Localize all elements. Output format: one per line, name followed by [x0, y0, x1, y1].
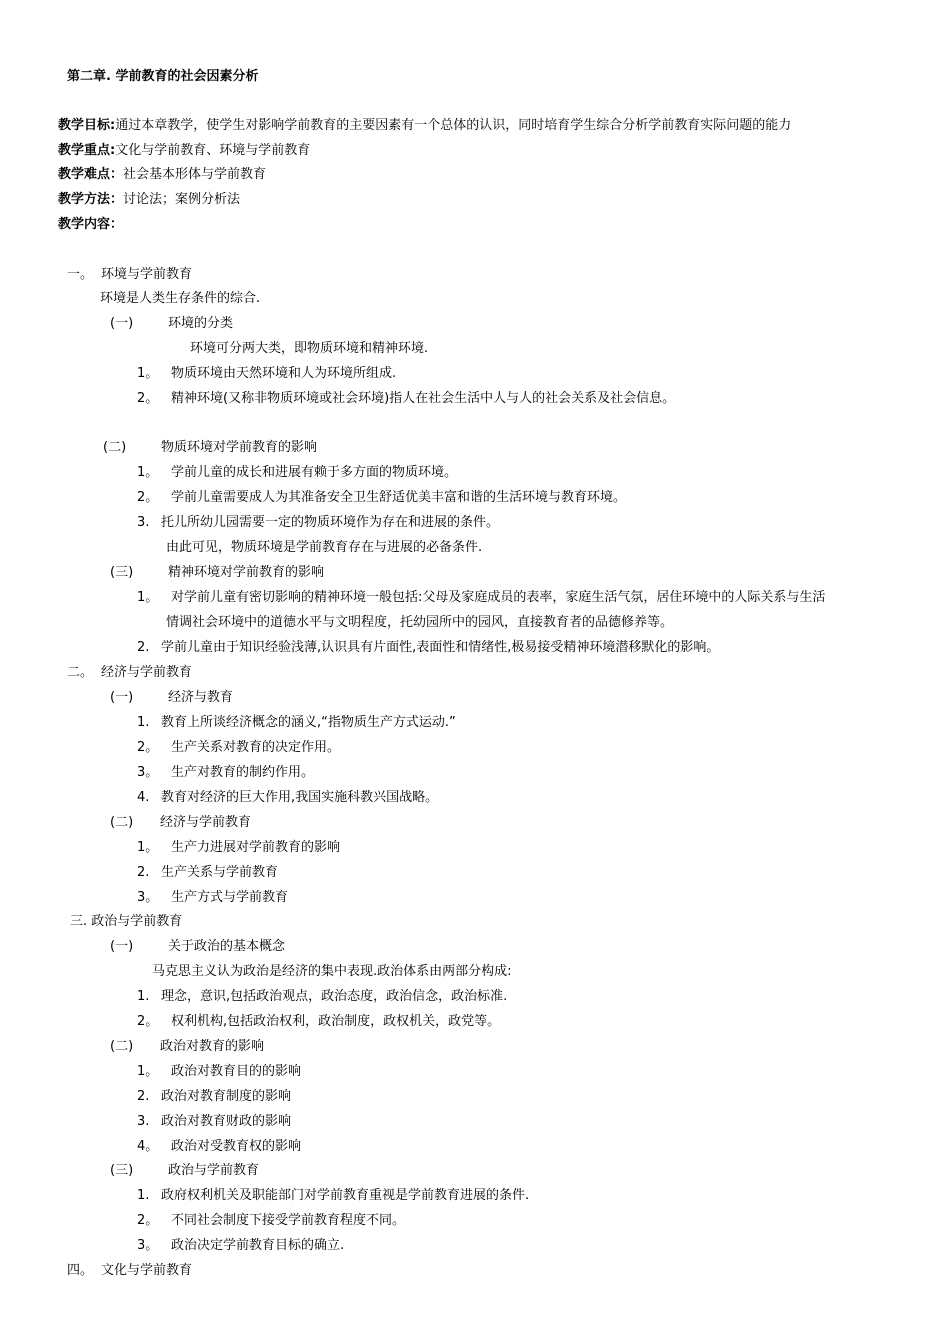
- section-1-number: 一。: [67, 267, 94, 282]
- list-text: 精神环境(又称非物质环境或社会环境)指人在社会生活中人与人的社会关系及社会信息。: [171, 391, 676, 406]
- list-text: 生产关系与学前教育: [161, 865, 279, 880]
- section-2-number: 二。: [67, 665, 94, 680]
- list-text: 政治对教育财政的影响: [161, 1114, 292, 1129]
- section-2a-heading: [110, 689, 233, 707]
- section-2a-title: 经济与教育: [168, 690, 234, 705]
- list-number: 2.: [137, 640, 150, 655]
- list-text: 物质环境由天然环境和人为环境所组成.: [171, 366, 397, 381]
- list-number: 3.: [137, 515, 150, 530]
- list-item: [137, 639, 719, 657]
- list-text: 政治决定学前教育目标的确立.: [171, 1238, 345, 1253]
- teaching-difficulty: [58, 166, 266, 184]
- section-4-heading: [67, 1262, 192, 1280]
- chapter-title: 第二章. 学前教育的社会因素分析: [67, 69, 259, 84]
- list-text: 政治对教育目的的影响: [171, 1064, 302, 1079]
- list-item: [137, 1063, 301, 1081]
- section-1a-number: (一): [110, 316, 134, 331]
- list-text: 托儿所幼儿园需要一定的物质环境作为存在和进展的条件。: [161, 515, 500, 530]
- list-text: 政府权利机关及职能部门对学前教育重视是学前教育进展的条件.: [161, 1188, 530, 1203]
- list-number: 3。: [137, 1238, 159, 1253]
- section-1b-title: 物质环境对学前教育的影响: [161, 440, 318, 455]
- focus-label: 教学重点:: [58, 143, 116, 158]
- section-3a-intro: 马克思主义认为政治是经济的集中表现.政治体系由两部分构成:: [152, 964, 512, 979]
- list-number: 4。: [137, 1139, 159, 1154]
- section-1b-number: (二): [103, 440, 127, 455]
- section-3c-title: 政治与学前教育: [168, 1163, 260, 1178]
- section-3a-number: (一): [110, 939, 134, 954]
- section-3a-title: 关于政治的基本概念: [168, 939, 286, 954]
- teaching-content-label: 教学内容：: [58, 217, 124, 232]
- section-2b-title: 经济与学前教育: [160, 815, 252, 830]
- list-item: [137, 589, 825, 607]
- list-item: [137, 489, 626, 507]
- section-2-title: 经济与学前教育: [101, 665, 193, 680]
- list-item: [137, 1013, 500, 1031]
- list-number: 1。: [137, 840, 159, 855]
- section-2a-number: (一): [110, 690, 134, 705]
- section-4-number: 四。: [67, 1263, 94, 1278]
- section-1-intro: 环境是人类生存条件的综合.: [100, 291, 261, 306]
- section-1a-heading: [110, 315, 233, 333]
- section-3b-heading: [110, 1038, 264, 1056]
- section-2b-number: (二): [110, 815, 134, 830]
- list-number: 3.: [137, 1114, 150, 1129]
- list-number: 2。: [137, 1014, 159, 1029]
- section-1c-number: (三): [110, 565, 134, 580]
- difficulty-label: 教学难点：: [58, 167, 124, 182]
- list-item: [137, 1113, 291, 1131]
- list-text: 教育上所谈经济概念的涵义,“指物质生产方式运动.”: [161, 715, 456, 730]
- section-3a-heading: [110, 938, 285, 956]
- section-1-title: 环境与学前教育: [101, 267, 193, 282]
- teaching-focus: [58, 142, 310, 160]
- list-number: 2.: [137, 1089, 150, 1104]
- list-item: [137, 1212, 405, 1230]
- list-number: 2。: [137, 391, 159, 406]
- section-3-heading: 三. 政治与学前教育: [70, 914, 183, 929]
- list-text: 学前儿童的成长和进展有赖于多方面的物质环境。: [171, 465, 458, 480]
- list-text: 生产方式与学前教育: [171, 890, 289, 905]
- list-text: 学前儿童需要成人为其准备安全卫生舒适优美丰富和谐的生活环境与教育环境。: [171, 490, 627, 505]
- section-2b-heading: [110, 814, 251, 832]
- list-text: 不同社会制度下接受学前教育程度不同。: [171, 1213, 406, 1228]
- list-item: [137, 714, 456, 732]
- section-3b-title: 政治对教育的影响: [160, 1039, 265, 1054]
- list-text: 理念，意识,包括政治观点，政治态度，政治信念，政治标准.: [161, 989, 508, 1004]
- list-item-continuation: 情调社会环境中的道德水平与文明程度，托幼园所中的园风，直接教育者的品德修养等。: [166, 615, 674, 630]
- section-1-heading: [67, 266, 192, 284]
- section-3b-number: (二): [110, 1039, 134, 1054]
- list-text: 生产力进展对学前教育的影响: [171, 840, 341, 855]
- goal-label: 教学目标:: [58, 118, 116, 133]
- list-item: [137, 839, 340, 857]
- list-number: 1.: [137, 715, 150, 730]
- section-1c-title: 精神环境对学前教育的影响: [168, 565, 325, 580]
- list-number: 1.: [137, 1188, 150, 1203]
- list-text: 权利机构,包括政治权利，政治制度，政权机关，政党等。: [171, 1014, 501, 1029]
- list-item: [137, 889, 288, 907]
- section-1a-title: 环境的分类: [168, 316, 234, 331]
- section-3c-number: (三): [110, 1163, 134, 1178]
- section-3c-heading: [110, 1162, 259, 1180]
- list-number: 3。: [137, 765, 159, 780]
- list-text: 教育对经济的巨大作用,我国实施科教兴国战略。: [161, 790, 439, 805]
- list-item: [137, 988, 507, 1006]
- list-text: 生产对教育的制约作用。: [171, 765, 315, 780]
- list-text: 对学前儿童有密切影响的精神环境一般包括:父母及家庭成员的表率，家庭生活气氛，居住环境中的人际关系与生活: [171, 590, 826, 605]
- difficulty-text: 社会基本形体与学前教育: [123, 167, 267, 182]
- list-number: 2.: [137, 865, 150, 880]
- list-text: 生产关系对教育的决定作用。: [171, 740, 341, 755]
- list-text: 政治对受教育权的影响: [171, 1139, 302, 1154]
- list-item: [137, 1237, 344, 1255]
- list-item: [137, 464, 457, 482]
- section-2-heading: [67, 664, 192, 682]
- teaching-goal: [58, 117, 791, 135]
- teaching-method: [58, 191, 240, 209]
- list-text: 学前儿童由于知识经验浅薄,认识具有片面性,表面性和情绪性,极易接受精神环境潜移默化的影响。: [161, 640, 720, 655]
- section-1a-intro: 环境可分两大类，即物质环境和精神环境.: [190, 341, 429, 356]
- list-item: [137, 864, 278, 882]
- list-number: 1。: [137, 366, 159, 381]
- goal-text: 通过本章教学，使学生对影响学前教育的主要因素有一个总体的认识，同时培育学生综合分析学前教育实际问题的能力: [115, 118, 792, 133]
- list-number: 2。: [137, 740, 159, 755]
- method-text: 讨论法；案例分析法: [123, 192, 241, 207]
- list-item: [137, 1088, 291, 1106]
- list-number: 2。: [137, 1213, 159, 1228]
- list-number: 2。: [137, 490, 159, 505]
- section-1c-heading: [110, 564, 324, 582]
- list-item: [137, 764, 314, 782]
- list-number: 3。: [137, 890, 159, 905]
- list-item: [137, 789, 438, 807]
- list-item: [137, 390, 675, 408]
- list-number: 1.: [137, 989, 150, 1004]
- list-item: [137, 739, 340, 757]
- section-4-title: 文化与学前教育: [101, 1263, 193, 1278]
- list-item: [137, 1138, 301, 1156]
- list-text: 政治对教育制度的影响: [161, 1089, 292, 1104]
- list-number: 1。: [137, 465, 159, 480]
- list-item: [137, 1187, 529, 1205]
- method-label: 教学方法：: [58, 192, 124, 207]
- section-1b-heading: [103, 439, 317, 457]
- section-1b-conclusion: 由此可见，物质环境是学前教育存在与进展的必备条件.: [166, 540, 483, 555]
- list-number: 4.: [137, 790, 150, 805]
- list-number: 1。: [137, 1064, 159, 1079]
- list-item: [137, 514, 499, 532]
- focus-text: 文化与学前教育、环境与学前教育: [115, 143, 311, 158]
- list-item: [137, 365, 396, 383]
- list-number: 1。: [137, 590, 159, 605]
